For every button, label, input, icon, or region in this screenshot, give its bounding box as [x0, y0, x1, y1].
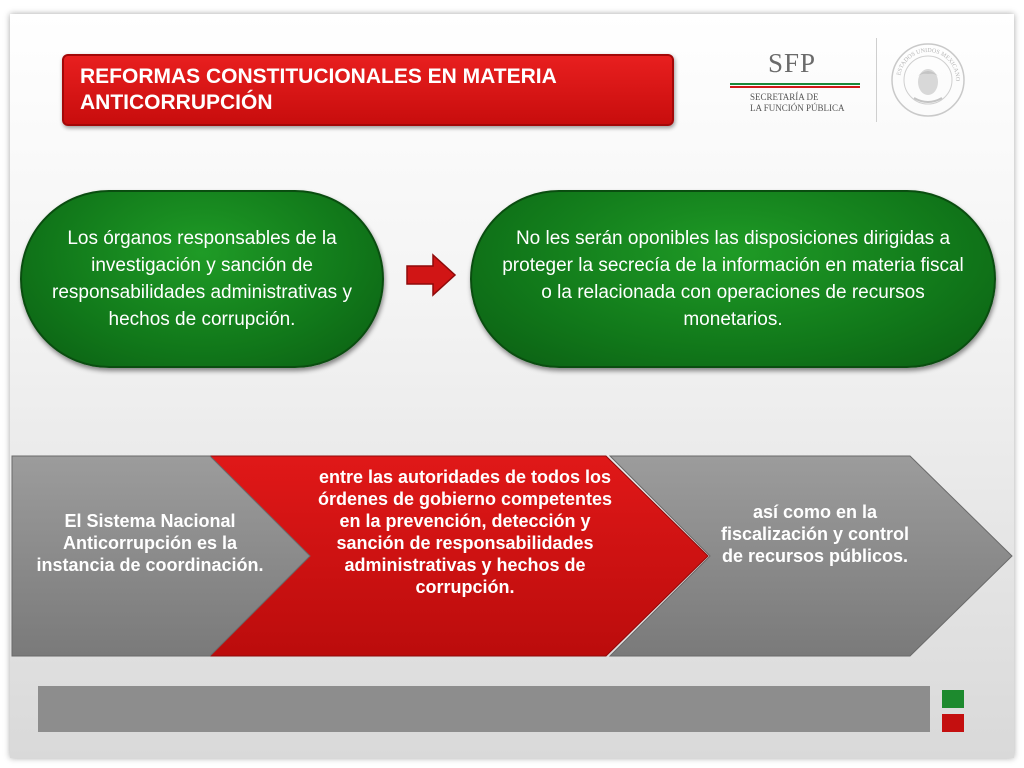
arrow-right-icon [405, 252, 457, 298]
sfp-logo [730, 48, 870, 118]
step-2-text: entre las autoridades de todos los órdenes de gobierno competentes en la prevención, detección y sanción de responsabilidades administrativas y hechos de corrupción. [317, 467, 613, 597]
footer-green-square [942, 690, 964, 708]
national-seal-icon [888, 40, 968, 120]
title-banner [62, 54, 674, 126]
title-line-1: REFORMAS CONSTITUCIONALES EN MATERIA [80, 65, 557, 88]
title-line-2: ANTICORRUPCIÓN [80, 91, 273, 114]
logo-subtitle-line-2: LA FUNCIÓN PÚBLICA [750, 103, 845, 113]
secrecy-provisions-box [470, 190, 996, 368]
footer-red-square [942, 714, 964, 732]
slide [10, 14, 1014, 758]
logo-subtitle-line-1: SECRETARÍA DE [750, 92, 819, 102]
step-3-text: así como en la fiscalización y control de recursos públicos. [720, 502, 910, 566]
logo-green-rule [730, 83, 860, 85]
logo-red-rule [730, 86, 860, 88]
seal-text: ESTADOS UNIDOS MEXICANO [896, 47, 961, 82]
footer-bar [38, 686, 930, 732]
logo-divider [876, 38, 877, 122]
page-title [80, 64, 557, 116]
sfp-logo-subtitle [750, 92, 845, 114]
secrecy-provisions-text: No les serán oponibles las disposiciones dirigidas a proteger la secrecía de la información en materia fiscal o la relacionada con operaciones de recursos monetarios. [502, 228, 964, 330]
sfp-logo-name: SFP [768, 48, 817, 78]
step-1-text: El Sistema Nacional Anticorrupción es la instancia de coordinación. [36, 511, 264, 575]
responsible-bodies-box [20, 190, 384, 368]
responsible-bodies-text: Los órganos responsables de la investigación y sanción de responsabilidades administrativas y hechos de corrupción. [52, 228, 352, 330]
